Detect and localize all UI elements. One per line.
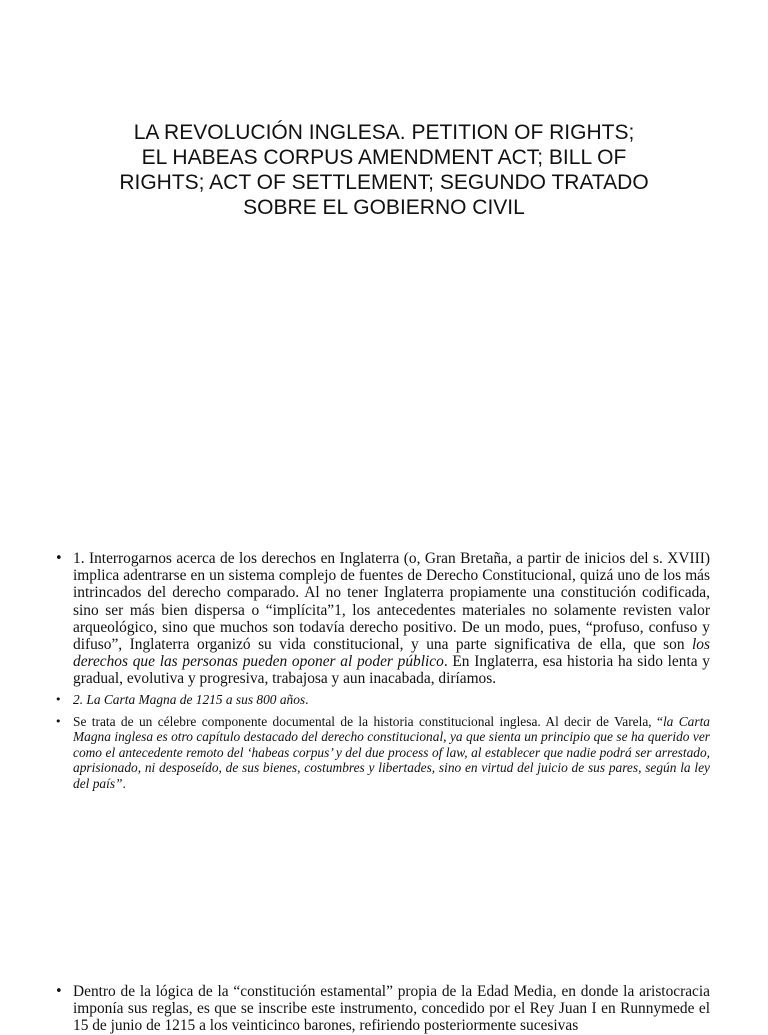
paragraph-text: Dentro de la lógica de la “constitución estamental” propia de la Edad Media, en donde la aristocracia imponía sus reglas, es que se inscribe este instrumento, concedido por el Rey Juan I en Runnymede el 15 de junio de 1215 a los veinticinco barones, refiriendo posteriormente sucesivas [73, 983, 710, 1035]
bullet-list-upper [55, 550, 710, 792]
bullet-list-lower [55, 983, 710, 1035]
paragraph-text-end: . [305, 691, 309, 707]
paragraph-text: Se trata de un célebre componente documental de la historia constitucional inglesa. Al decir de Varela, “ [73, 713, 663, 729]
paragraph-text: 1. Interrogarnos acerca de los derechos en Inglaterra (o, Gran Bretaña, a partir de inicios del s. XVIII) implica adentrarse en un sistema complejo de fuentes de Derecho Constitucional, quizá uno de los más intrincados del derecho comparado. Al no tener Inglaterra propiamente una constitución codificada, sino ser más bien dispersa o “implícita”1, los antecedentes materiales no solamente revisten valor arqueológico, sino que muchos son todavía derecho positivo. De un modo, pues, “profuso, confuso y difuso”, Inglaterra organizó su vida constitucional, y una parte significativa de ella, que son [73, 550, 710, 654]
title-line-3: RIGHTS; ACT OF SETTLEMENT; SEGUNDO TRATADO [119, 171, 649, 194]
paragraph-italic-text: 2. La Carta Magna de 1215 a sus 800 años [73, 691, 306, 707]
paragraph-constitucion-estamental [55, 983, 710, 1035]
bullet-icon: • [55, 692, 62, 706]
paragraph-varela-quote [55, 714, 710, 792]
title-line-2: EL HABEAS CORPUS AMENDMENT ACT; BILL OF [141, 146, 627, 169]
title-line-4: SOBRE EL GOBIERNO CIVIL [243, 196, 525, 219]
paragraph-italic-text: la Carta Magna inglesa es otro capítulo destacado del derecho constitucional, ya que sienta un principio que se ha querido ver como el antecedente remoto del ‘habeas corpus’ y del due process of law, al establecer que nadie podrá ser arrestado, aprisionado, ni desposeído, de sus bienes, costumbres y libertades, sino en virtud del juicio de sus pares, según la ley del país” [73, 713, 710, 791]
paragraph-text-end: . En Inglaterra, esa historia ha sido lenta y gradual, evolutiva y progresiva, trabajosa y aun inacabada, diríamos. [73, 653, 710, 688]
bullet-icon: • [55, 984, 63, 999]
paragraph-italic-text: los derechos que las personas pueden oponer al poder público [73, 636, 710, 671]
bullet-icon: • [55, 714, 62, 728]
paragraph-text-end: . [122, 776, 126, 791]
paragraph-carta-magna-heading [55, 692, 710, 708]
title-line-1: LA REVOLUCIÓN INGLESA. PETITION OF RIGHTS; [133, 121, 635, 144]
slide-title [60, 120, 708, 220]
paragraph-interrogarnos [55, 550, 710, 688]
bullet-icon: • [55, 551, 63, 566]
